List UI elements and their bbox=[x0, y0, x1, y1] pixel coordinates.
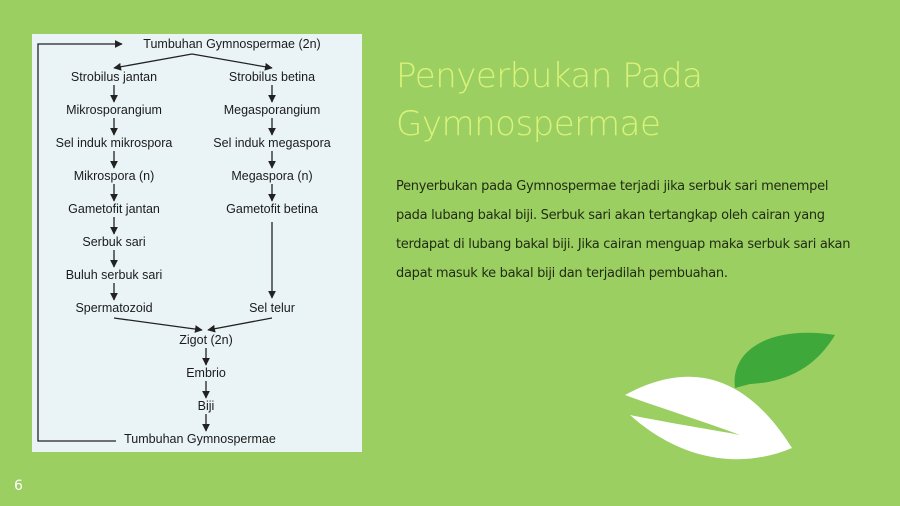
node-female-5: Sel telur bbox=[249, 301, 295, 315]
node-female-2: Sel induk megaspora bbox=[213, 136, 331, 150]
node-female-1: Megasporangium bbox=[223, 103, 321, 117]
slide-title-line1: Penyerbukan Pada bbox=[396, 56, 703, 96]
node-female-4: Gametofit betina bbox=[226, 202, 318, 216]
merge-arrow-female bbox=[208, 318, 272, 330]
life-cycle-diagram bbox=[32, 34, 362, 452]
bottom-column bbox=[124, 333, 276, 446]
node-bottom-2: Biji bbox=[197, 399, 215, 413]
node-male-5: Serbuk sari bbox=[82, 235, 146, 249]
node-male-2: Sel induk mikrospora bbox=[55, 136, 173, 150]
slide-title-line2: Gymnospermae bbox=[396, 104, 661, 144]
split-arrow-female bbox=[192, 54, 272, 68]
node-bottom-0: Zigot (2n) bbox=[179, 333, 233, 347]
leaf-decoration bbox=[620, 320, 860, 490]
node-top: Tumbuhan Gymnospermae (2n) bbox=[143, 37, 321, 51]
green-leaf-icon bbox=[735, 333, 835, 388]
merge-arrow-male bbox=[114, 318, 202, 330]
node-male-1: Mikrosporangium bbox=[66, 103, 162, 117]
split-arrow-male bbox=[114, 54, 192, 68]
slide-number: 6 bbox=[14, 478, 23, 494]
node-male-4: Gametofit jantan bbox=[68, 202, 160, 216]
male-column bbox=[56, 70, 173, 315]
node-male-0: Strobilus jantan bbox=[70, 70, 158, 84]
node-male-7: Spermatozoid bbox=[75, 301, 153, 315]
white-leaf-icon bbox=[625, 377, 792, 460]
node-male-6: Buluh serbuk sari bbox=[65, 268, 163, 282]
node-female-3: Megaspora (n) bbox=[231, 169, 313, 183]
node-male-3: Mikrospora (n) bbox=[73, 169, 155, 183]
slide-body-text: Penyerbukan pada Gymnospermae terjadi jika serbuk sari menempel pada lubang bakal biji. Serbuk sari akan tertangkap oleh cairan yang terdapat di lubang bakal biji. Jika cairan menguap maka serbuk sari akan dapat masuk ke bakal biji dan terjadilah pembuahan. bbox=[396, 179, 851, 281]
slide-title bbox=[396, 52, 866, 148]
node-female-0: Strobilus betina bbox=[228, 70, 316, 84]
node-bottom-1: Embrio bbox=[186, 366, 226, 380]
node-bottom-3: Tumbuhan Gymnospermae bbox=[124, 432, 276, 446]
diagram-svg bbox=[32, 34, 362, 452]
